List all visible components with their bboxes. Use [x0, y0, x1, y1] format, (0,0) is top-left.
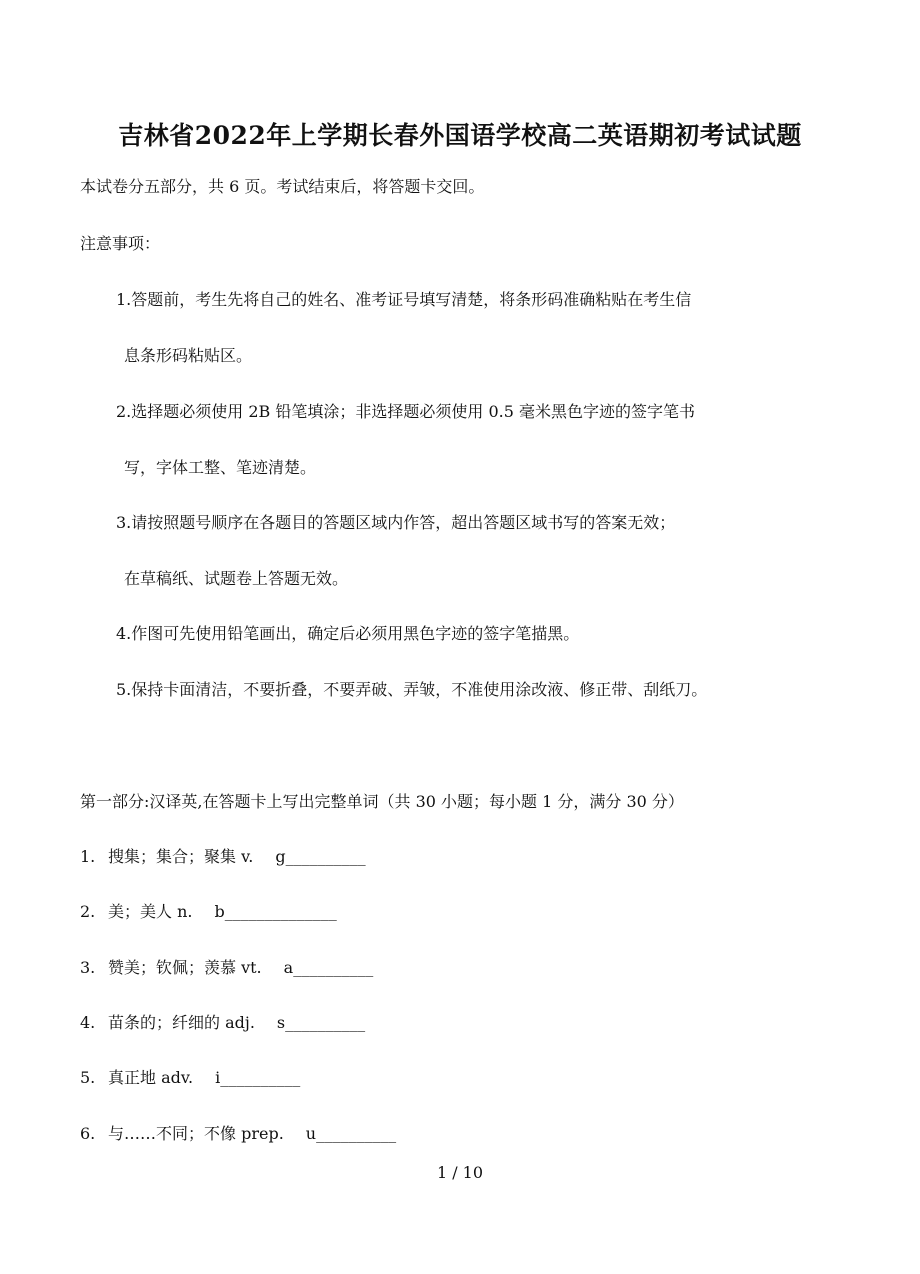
question-number: 6.: [80, 1124, 96, 1143]
note-2-line1: 2.选择题必须使用 2B 铅笔填涂；非选择题必须使用 0.5 毫米黑色字迹的签字笔书: [116, 402, 695, 421]
question-number: 3.: [80, 958, 96, 977]
question-prompt: 与……不同；不像 prep.: [108, 1124, 284, 1143]
note-1-line1: 1.答题前，考生先将自己的姓名、准考证号填写清楚，将条形码准确粘贴在考生信: [116, 290, 692, 309]
note-5-line1: 5.保持卡面清洁，不要折叠，不要弄破、弄皱，不准使用涂改液、修正带、刮纸刀。: [116, 680, 708, 699]
notes-heading: 注意事项：: [80, 234, 161, 253]
note-4-line1: 4.作图可先使用铅笔画出，确定后必须用黑色字迹的签字笔描黑。: [116, 624, 580, 643]
document-title: 吉林省2022年上学期长春外国语学校高二英语期初考试试题: [118, 121, 802, 150]
question-prompt: 苗条的；纤细的 adj.: [108, 1013, 255, 1032]
question-item: [80, 1013, 365, 1033]
question-number: 4.: [80, 1013, 96, 1032]
question-item: [80, 847, 366, 867]
question-blank: u__________: [305, 1124, 397, 1143]
question-blank: b______________: [214, 902, 337, 921]
question-item: [80, 1068, 300, 1088]
question-blank: a__________: [283, 958, 374, 977]
note-2-line2: 写，字体工整、笔迹清楚。: [124, 458, 317, 477]
note-3-line2: 在草稿纸、试题卷上答题无效。: [124, 569, 349, 588]
question-prompt: 美；美人 n.: [108, 902, 193, 921]
question-blank: i__________: [215, 1068, 301, 1087]
question-prompt: 搜集；集合；聚集 v.: [108, 847, 254, 866]
intro-text: 本试卷分五部分，共 6 页。考试结束后，将答题卡交回。: [80, 177, 485, 196]
question-blank: s__________: [276, 1013, 366, 1032]
question-item: [80, 1124, 396, 1144]
question-number: 1.: [80, 847, 96, 866]
question-number: 5.: [80, 1068, 96, 1087]
question-item: [80, 958, 373, 978]
section1-heading: 第一部分:汉译英,在答题卡上写出完整单词（共 30 小题；每小题 1 分，满分 30 分）: [80, 792, 684, 811]
question-blank: g__________: [275, 847, 366, 866]
page-number: 1 / 10: [436, 1163, 484, 1182]
question-prompt: 赞美；钦佩；羡慕 vt.: [108, 958, 262, 977]
question-number: 2.: [80, 902, 96, 921]
question-item: [80, 902, 337, 922]
note-3-line1: 3.请按照题号顺序在各题目的答题区域内作答，超出答题区域书写的答案无效；: [116, 513, 676, 532]
note-1-line2: 息条形码粘贴区。: [124, 346, 253, 365]
question-prompt: 真正地 adv.: [108, 1068, 194, 1087]
